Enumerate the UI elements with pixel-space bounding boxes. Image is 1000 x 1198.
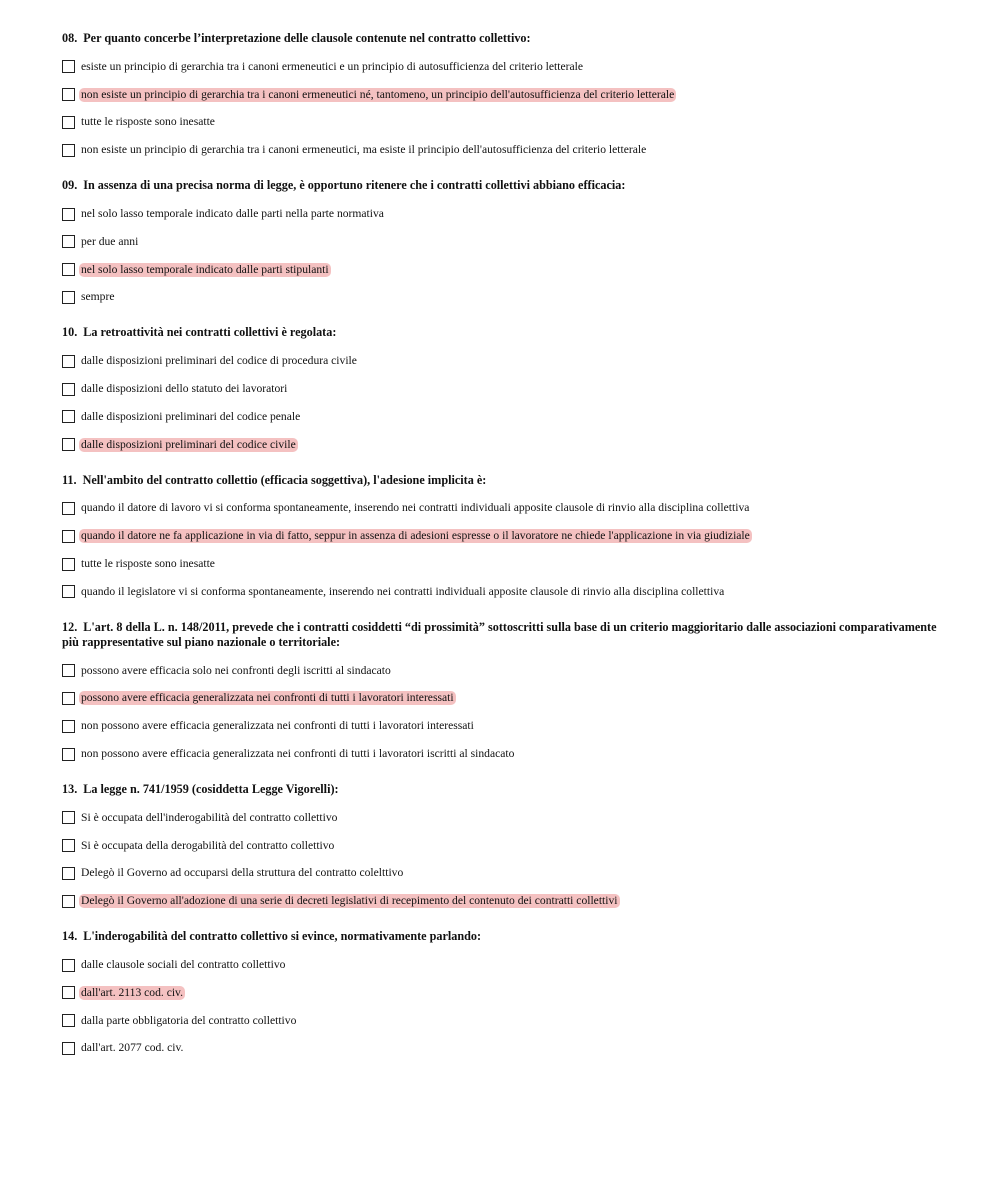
checkbox[interactable] [62, 88, 75, 101]
answer-option[interactable] [62, 860, 942, 888]
option-text: dalle clausole sociali del contratto collettivo [81, 958, 286, 972]
checkbox[interactable] [62, 895, 75, 908]
option-text-correct: nel solo lasso temporale indicato dalle parti stipulanti [81, 262, 329, 276]
option-text: Delegò il Governo ad occuparsi della struttura del contratto colelttivo [81, 866, 404, 880]
option-text: dalle disposizioni preliminari del codice penale [81, 409, 301, 423]
option-text-correct: possono avere efficacia generalizzata nei confronti di tutti i lavoratori interessati [81, 691, 454, 705]
question-09 [62, 178, 942, 311]
option-text: dalle disposizioni dello statuto dei lavoratori [81, 382, 288, 396]
checkbox[interactable] [62, 502, 75, 515]
question-title [62, 782, 942, 797]
answer-option[interactable] [62, 740, 942, 768]
question-number: 11. [62, 472, 77, 487]
question-number: 10. [62, 325, 78, 340]
answer-option[interactable] [62, 550, 942, 578]
answer-option[interactable] [62, 1035, 942, 1063]
checkbox[interactable] [62, 208, 75, 221]
option-text: non esiste un principio di gerarchia tra i canoni ermeneutici, ma esiste il principio dell'autosufficienza del criterio letterale [81, 143, 647, 157]
option-text: per due anni [81, 234, 139, 248]
checkbox[interactable] [62, 867, 75, 880]
option-text: nel solo lasso temporale indicato dalle parti nella parte normativa [81, 207, 384, 221]
option-text-correct: quando il datore ne fa applicazione in via di fatto, seppur in assenza di adesioni espresse o il lavoratore ne chiede l'applicazione in via giudiziale [81, 529, 750, 543]
question-number: 13. [62, 781, 78, 796]
option-text: Si è occupata della derogabilità del contratto collettivo [81, 838, 335, 852]
checkbox[interactable] [62, 355, 75, 368]
question-text: Per quanto concerbe l’interpretazione delle clausole contenute nel contratto collettivo: [83, 31, 531, 45]
answer-option[interactable] [62, 578, 942, 606]
option-text: Si è occupata dell'inderogabilità del contratto collettivo [81, 810, 338, 824]
question-number: 12. [62, 619, 78, 634]
quiz-page [62, 31, 942, 1076]
checkbox[interactable] [62, 986, 75, 999]
question-14 [62, 929, 942, 1062]
answer-option[interactable] [62, 712, 942, 740]
option-text-correct: non esiste un principio di gerarchia tra i canoni ermeneutici né, tantomeno, un principio dell'autosufficienza del criterio letterale [81, 87, 675, 101]
answer-option[interactable] [62, 347, 942, 375]
answer-option[interactable] [62, 1007, 942, 1035]
option-text: dalla parte obbligatoria del contratto collettivo [81, 1013, 297, 1027]
checkbox[interactable] [62, 410, 75, 423]
option-text: dalle disposizioni preliminari del codice di procedura civile [81, 354, 357, 368]
answer-option[interactable] [62, 109, 942, 137]
checkbox[interactable] [62, 959, 75, 972]
option-text-correct: dall'art. 2113 cod. civ. [81, 985, 183, 999]
answer-option[interactable] [62, 495, 942, 523]
option-text: tutte le risposte sono inesatte [81, 557, 215, 571]
answer-option[interactable] [62, 887, 942, 915]
option-text: non possono avere efficacia generalizzata nei confronti di tutti i lavoratori interessati [81, 719, 474, 733]
answer-option[interactable] [62, 832, 942, 860]
option-text: quando il legislatore vi si conforma spontaneamente, inserendo nei contratti individuali apposite clausole di rinvio alla disciplina collettiva [81, 584, 725, 598]
question-title [62, 325, 942, 340]
question-10 [62, 325, 942, 458]
checkbox[interactable] [62, 692, 75, 705]
option-text: possono avere efficacia solo nei confronti degli iscritti al sindacato [81, 663, 391, 677]
checkbox[interactable] [62, 811, 75, 824]
question-title [62, 620, 942, 650]
checkbox[interactable] [62, 438, 75, 451]
question-12 [62, 620, 942, 768]
answer-option[interactable] [62, 81, 942, 109]
checkbox[interactable] [62, 116, 75, 129]
answer-option[interactable] [62, 284, 942, 312]
checkbox[interactable] [62, 235, 75, 248]
question-number: 08. [62, 31, 78, 45]
checkbox[interactable] [62, 558, 75, 571]
answer-option[interactable] [62, 685, 942, 713]
question-text: La retroattività nei contratti collettivi è regolata: [83, 325, 337, 340]
option-text: esiste un principio di gerarchia tra i canoni ermeneutici e un principio di autosufficienza del criterio letterale [81, 59, 583, 73]
checkbox[interactable] [62, 530, 75, 543]
answer-option[interactable] [62, 53, 942, 81]
checkbox[interactable] [62, 585, 75, 598]
checkbox[interactable] [62, 60, 75, 73]
checkbox[interactable] [62, 144, 75, 157]
checkbox[interactable] [62, 748, 75, 761]
question-11 [62, 473, 942, 606]
answer-option[interactable] [62, 804, 942, 832]
checkbox[interactable] [62, 291, 75, 304]
question-number: 09. [62, 178, 78, 193]
question-text: In assenza di una precisa norma di legge, è opportuno ritenere che i contratti collettivi abbiano efficacia: [83, 178, 626, 193]
answer-option[interactable] [62, 403, 942, 431]
answer-option[interactable] [62, 657, 942, 685]
question-title [62, 178, 942, 193]
option-text: dall'art. 2077 cod. civ. [81, 1041, 184, 1055]
question-08 [62, 31, 942, 164]
option-text: sempre [81, 290, 115, 304]
answer-option[interactable] [62, 200, 942, 228]
option-text: quando il datore di lavoro vi si conforma spontaneamente, inserendo nei contratti individuali apposite clausole di rinvio alla disciplina collettiva [81, 501, 750, 515]
checkbox[interactable] [62, 1042, 75, 1055]
answer-option[interactable] [62, 256, 942, 284]
option-text-correct: dalle disposizioni preliminari del codice civile [81, 437, 296, 451]
question-title [62, 473, 942, 488]
question-title [62, 31, 942, 46]
answer-option[interactable] [62, 228, 942, 256]
question-text: L'inderogabilità del contratto collettivo si evince, normativamente parlando: [83, 929, 482, 944]
checkbox[interactable] [62, 839, 75, 852]
answer-option[interactable] [62, 431, 942, 459]
option-text: tutte le risposte sono inesatte [81, 115, 215, 129]
checkbox[interactable] [62, 1014, 75, 1027]
question-text: Nell'ambito del contratto collettio (efficacia soggettiva), l'adesione implicita è: [82, 472, 487, 487]
answer-option[interactable] [62, 136, 942, 164]
question-title [62, 929, 942, 944]
checkbox[interactable] [62, 263, 75, 276]
checkbox[interactable] [62, 664, 75, 677]
answer-option[interactable] [62, 522, 942, 550]
answer-option[interactable] [62, 951, 942, 979]
checkbox[interactable] [62, 383, 75, 396]
question-number: 14. [62, 929, 78, 944]
question-13 [62, 782, 942, 915]
checkbox[interactable] [62, 720, 75, 733]
question-text: L'art. 8 della L. n. 148/2011, prevede che i contratti cosiddetti “di prossimità” sottoscritti sulla base di un criterio maggioritario dalle associazioni comparativamente più rappresentative sul piano nazionale o territoriale: [62, 619, 937, 649]
answer-option[interactable] [62, 375, 942, 403]
option-text-correct: Delegò il Governo all'adozione di una serie di decreti legislativi di recepimento del contenuto dei contratti collettivi [81, 894, 618, 908]
answer-option[interactable] [62, 979, 942, 1007]
question-text: La legge n. 741/1959 (cosiddetta Legge Vigorelli): [83, 781, 339, 796]
option-text: non possono avere efficacia generalizzata nei confronti di tutti i lavoratori iscritti al sindacato [81, 747, 515, 761]
